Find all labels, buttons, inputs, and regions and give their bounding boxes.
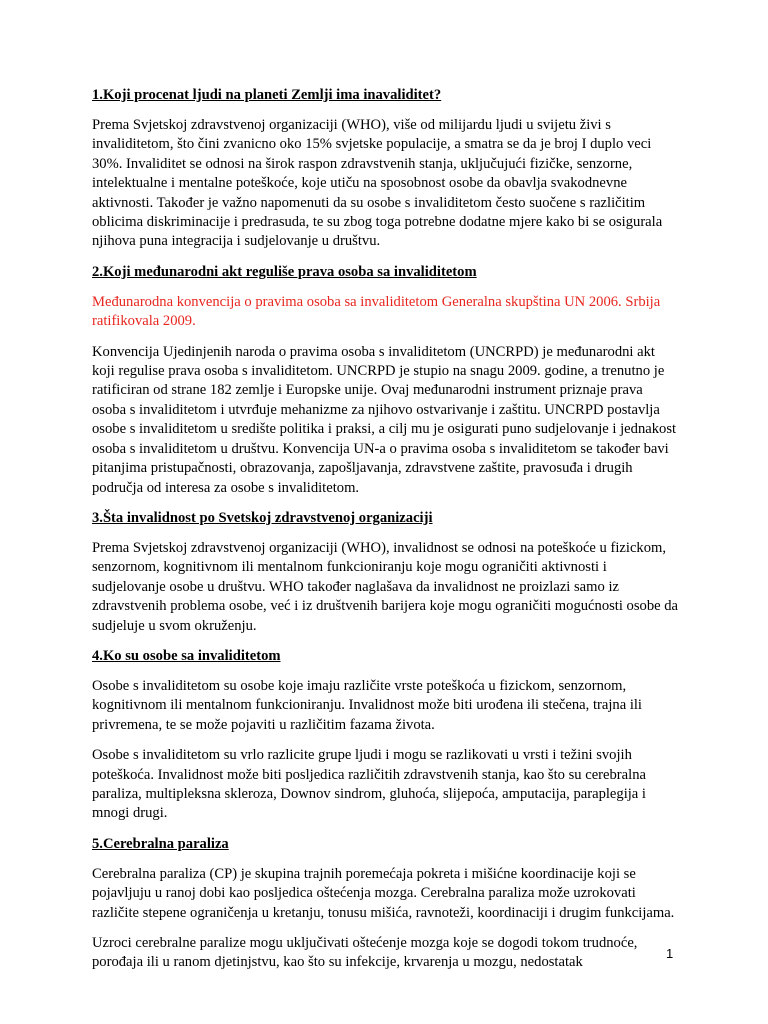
section-heading: 2.Koji međunarodni akt reguliše prava osoba sa invaliditetom [92,263,477,280]
section-heading: 3.Šta invalidnost po Svetskoj zdravstvenoj organizaciji [92,509,433,526]
paragraph: Prema Svjetskoj zdravstvenoj organizaciji (WHO), invalidnost se odnosi na poteškoće u fizickom, senzornom, kognitivnom ili mentalnom funkcioniranju koje mogu ograničiti aktivnosti i sudjelovanje osobe u društvu. WHO također naglašava da invalidnost ne proizlazi samo iz zdravstvenih problema osobe, već i iz društvenih barijera koje mogu ograničiti mogućnosti osobe da sudjeluje u svom okruženju. [92,539,679,634]
paragraph: Prema Svjetskoj zdravstvenoj organizaciji (WHO), više od milijardu ljudi u svijetu živi s invaliditetom, što čini zvanicno oko 15% svjetske populacije, a smatra se da je broj I duplo veci 30%. Invaliditet se odnosi na širok raspon zdravstvenih stanja, uključujući fizičke, senzorne, intelektualne i mentalne poteškoće, koje utiču na sposobnost osobe da obavlja svakodnevne aktivnosti. Također je važno napomenuti da su osobe s invaliditetom često suočene s različitim oblicima diskriminacije i predrasuda, te su zbog toga potrebne dodatne mjere kako bi se osigurala njihova puna integracija i sudjelovanje u društvu. [92,117,663,250]
paragraph: Konvencija Ujedinjenih naroda o pravima osoba s invaliditetom (UNCRPD) je međunarodni akt koji regulise prava osoba s invaliditetom. UNCRPD je stupio na snagu 2009. godine, a trenutno je ratificiran od strane 182 zemlje i Europske unije. Ovaj međunarodni instrument priznaje prava osoba s invaliditetom i utvrđuje mehanizme za njihovo ostvarivanje i zaštitu. UNCRPD postavlja osobe s invaliditetom u središte politika i praksi, a cilj mu je osigurati puno sudjelovanje i jednakost osoba s invaliditetom u društvu. Konvencija UN-a o pravima osoba s invaliditetom se također bavi pitanjima pristupačnosti, obrazovanja, zapošljavanja, zdravstvene zaštite, pravosuđa i drugih područja od interesa za osobe s invaliditetom. [92,343,677,496]
section-heading: 5.Cerebralna paraliza [92,835,229,852]
section-heading: 1.Koji procenat ljudi na planeti Zemlji ima inavaliditet? [92,87,442,103]
section-3 [92,509,680,636]
paragraph: Uzroci cerebralne paralize mogu uključivati oštećenje mozga koje se dogodi tokom trudnoće, porođaja ili u ranom djetinjstvu, kao što su infekcije, krvarenja u mozgu, nedostatak [92,935,638,971]
section-4 [92,647,680,824]
highlighted-answer: Međunarodna konvencija o pravima osoba sa invaliditetom Generalna skupština UN 2006. Srbija ratifikovala 2009. [92,293,661,330]
page-number: 1 [666,946,674,961]
section-2 [92,263,680,498]
section-1 [92,86,680,252]
paragraph: Osobe s invaliditetom su vrlo razlicite grupe ljudi i mogu se razlikovati u vrsti i težini svojih poteškoća. Invalidnost može biti posljedica različitih zdravstvenih stanja, kao što su cerebralna paraliza, multipleksna skleroza, Downov sindrom, gluhoća, slijepoća, amputacija, paraplegija i mnogi drugi. [92,747,646,822]
paragraph: Cerebralna paraliza (CP) je skupina trajnih poremećaja pokreta i mišićne koordinacije koji se pojavljuju u ranoj dobi kao posljedica oštećenja mozga. Cerebralna paraliza može uzrokovati različite stepene ograničenja u kretanju, tonusu mišića, ravnoteži, koordinaciji i drugim funkcijama. [92,865,675,921]
section-heading: 4.Ko su osobe sa invaliditetom [92,647,281,664]
document-body [92,86,680,984]
section-5 [92,835,680,973]
paragraph: Osobe s invaliditetom su osobe koje imaju različite vrste poteškoća u fizickom, senzornom, kognitivnom ili mentalnom funkcioniranju. Invalidnost može biti urođena ili stečena, trajna ili privremena, te se može pojaviti u različitim fazama života. [92,677,642,733]
